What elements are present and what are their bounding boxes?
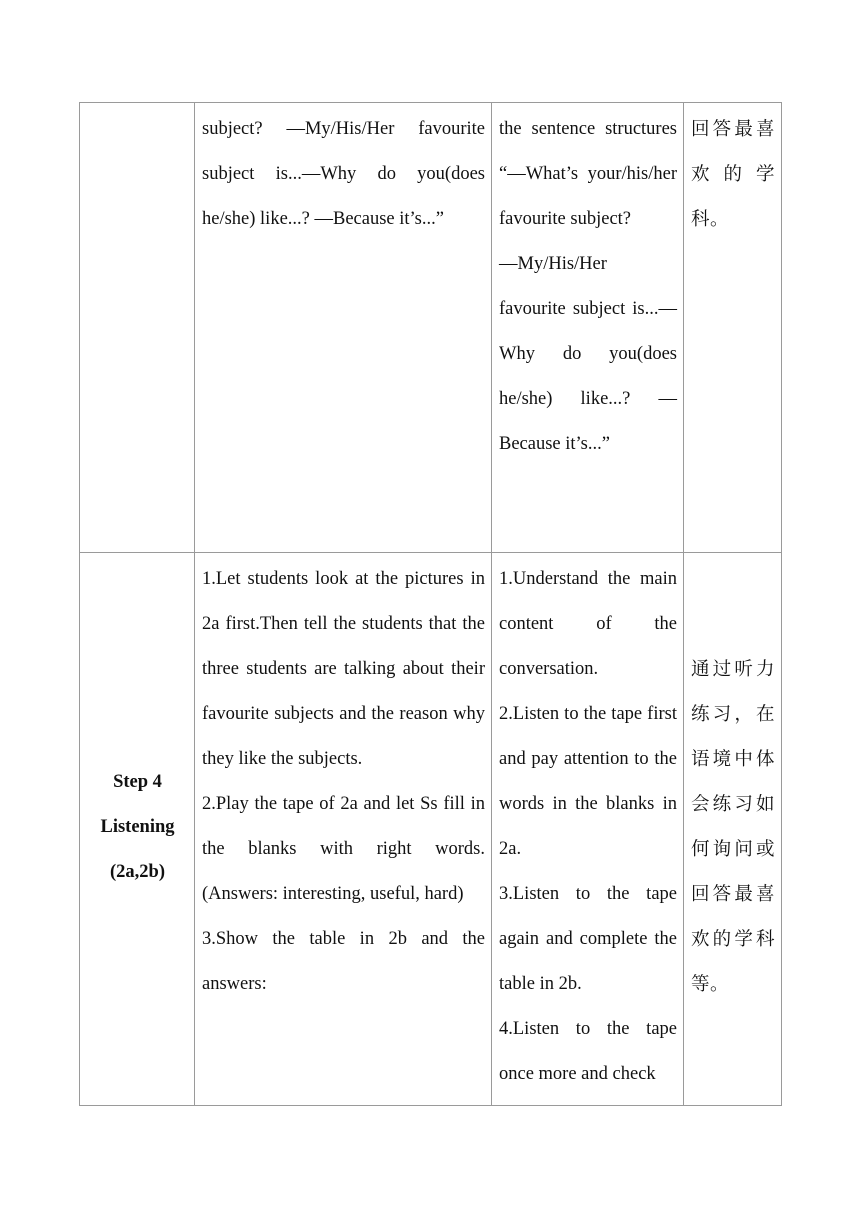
step-cell (80, 103, 195, 553)
student-activity-text: 4.Listen to the tape once more and check (499, 1019, 677, 1084)
teacher-activity-text: subject? —My/His/Her favourite subject is...—Why do you(does he/she) like...? —Because it’s...” (202, 119, 485, 229)
student-activity-text: 2.Listen to the tape first and pay attention to the words in the blanks in 2a. (499, 704, 677, 859)
purpose-cell (684, 553, 782, 1106)
student-activity-text: the sentence structures “—What’s your/his/her favourite subject? (499, 119, 677, 229)
table-row (80, 553, 782, 1106)
step-cell (80, 553, 195, 1106)
student-activity-text: 1.Understand the main content of the conversation. (499, 569, 677, 679)
step-title: Step 4 (113, 771, 162, 792)
teacher-activity-text: 1.Let students look at the pictures in 2a first.Then tell the students that the three students are talking about their favourite subjects and the reason why they like the subjects. (202, 569, 485, 769)
purpose-cell (684, 103, 782, 553)
teacher-activity-cell (195, 553, 492, 1106)
lesson-plan-table (79, 102, 782, 1106)
student-activity-text: 3.Listen to the tape again and complete the table in 2b. (499, 884, 677, 994)
step-name: Listening (100, 816, 175, 837)
teacher-activity-text: 2.Play the tape of 2a and let Ss fill in the blanks with right words.(Answers: interesting, useful, hard) (202, 794, 485, 904)
purpose-text: 回答最喜欢的学科。 (691, 119, 775, 230)
student-activity-cell (492, 103, 684, 553)
step-reference: (2a,2b) (110, 861, 165, 882)
student-activity-text: —My/His/Her favourite subject is...—Why do you(does he/she) like...? —Because it’s...” (499, 254, 677, 454)
table-row (80, 103, 782, 553)
purpose-text: 通过听力练习，在语境中体会练习如何询问或回答最喜欢的学科等。 (691, 659, 775, 995)
teacher-activity-cell (195, 103, 492, 553)
student-activity-cell (492, 553, 684, 1106)
teacher-activity-text: 3.Show the table in 2b and the answers: (202, 929, 485, 994)
